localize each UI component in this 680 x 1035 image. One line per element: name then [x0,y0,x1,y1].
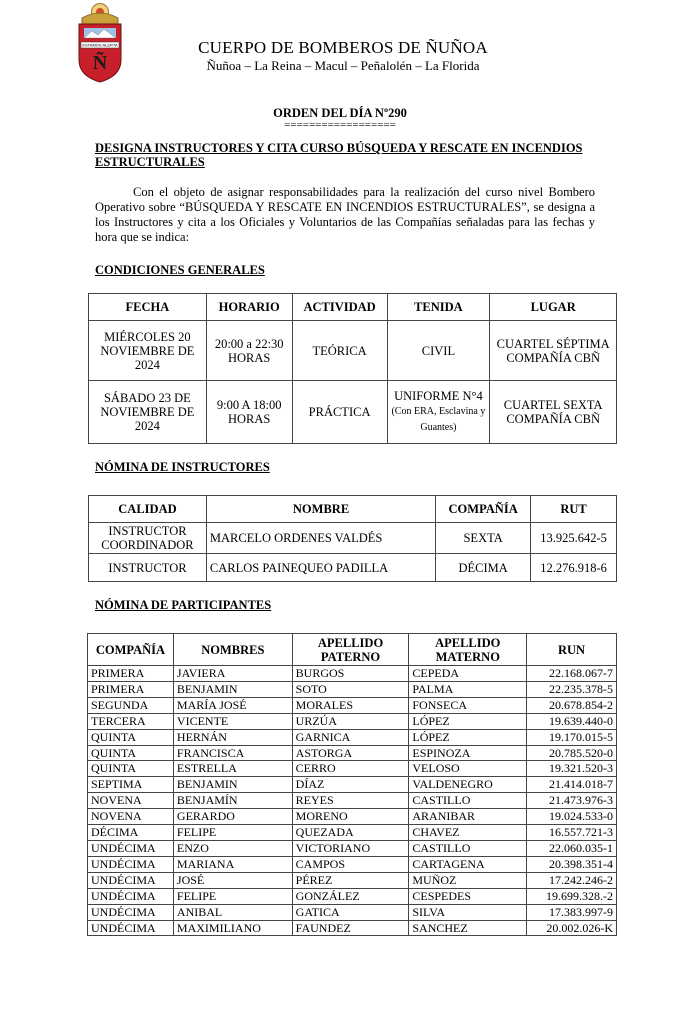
cell-compania: QUINTA [88,729,174,745]
cell-paterno: GONZÁLEZ [292,888,409,904]
cell-materno: CASTILLO [409,793,527,809]
tenida-note: (Con ERA, Esclavina y Guantes) [391,406,486,433]
cell-nombres: MARIANA [173,856,292,872]
cell-paterno: MORALES [292,697,409,713]
col-header-actividad: ACTIVIDAD [292,294,387,321]
cell-materno: CASTILLO [409,840,527,856]
cell-nombres: JAVIERA [173,666,292,682]
cell-calidad: INSTRUCTOR [89,554,207,582]
cell-run: 19.321.520-3 [527,761,617,777]
cell-compania: DÉCIMA [88,825,174,841]
col-header-nombre: NOMBRE [206,496,435,523]
cell-rut: 12.276.918-6 [531,554,617,582]
table-row [88,920,617,936]
cell-nombre: CARLOS PAINEQUEO PADILLA [206,554,435,582]
table-row [88,856,617,872]
cell-nombres: FELIPE [173,825,292,841]
table-row [89,321,617,381]
cell-compania: PRIMERA [88,681,174,697]
cell-materno: VALDENEGRO [409,777,527,793]
fire-brigade-crest-logo [76,2,124,84]
cell-materno: MUÑOZ [409,872,527,888]
cell-nombres: BENJAMIN [173,681,292,697]
cell-nombres: BENJAMÍN [173,793,292,809]
cell-nombres: HERNÁN [173,729,292,745]
table-row [88,809,617,825]
cell-materno: ARANIBAR [409,809,527,825]
cell-nombres: FELIPE [173,888,292,904]
cell-paterno: FAUNDEZ [292,920,409,936]
cell-materno: ESPINOZA [409,745,527,761]
conditions-table [88,293,617,444]
cell-nombres: BENJAMIN [173,777,292,793]
participants-table [87,633,617,936]
col-header-apellido-materno: APELLIDO MATERNO [409,634,527,666]
table-row [88,777,617,793]
intro-paragraph: Con el objeto de asignar responsabilidades para la realización del curso nivel Bombero Operativo sobre “BÚSQUEDA Y RESCATE EN INCENDIOS ESTRUCTURALES”, se designa a los Instructores y cita a los Oficiales y Voluntarios de las Compañías señaladas para las fechas y hora que se indica: [95,185,595,244]
cell-nombres: MAXIMILIANO [173,920,292,936]
cell-nombre: MARCELO ORDENES VALDÉS [206,523,435,554]
col-header-tenida: TENIDA [387,294,490,321]
crest-letter: Ñ [92,52,108,74]
cell-run: 20.678.854-2 [527,697,617,713]
col-header-horario: HORARIO [206,294,292,321]
cell-materno: PALMA [409,681,527,697]
cell-materno: CHAVEZ [409,825,527,841]
col-header-compania: COMPAÑÍA [436,496,531,523]
tenida-text: CIVIL [421,343,456,358]
cell-nombres: ENZO [173,840,292,856]
table-row [88,713,617,729]
col-header-calidad: CALIDAD [89,496,207,523]
cell-compania: UNDÉCIMA [88,920,174,936]
cell-compania: SEGUNDA [88,697,174,713]
col-header-nombres: NOMBRES [173,634,292,666]
cell-compania: NOVENA [88,793,174,809]
cell-run: 17.383.997-9 [527,904,617,920]
cell-compania: UNDÉCIMA [88,840,174,856]
cell-compania: SEXTA [436,523,531,554]
cell-rut: 13.925.642-5 [531,523,617,554]
cell-fecha: MIÉRCOLES 20 NOVIEMBRE DE 2024 [89,321,207,381]
cell-materno: SILVA [409,904,527,920]
cell-materno: SANCHEZ [409,920,527,936]
org-communes: Ñuñoa – La Reina – Macul – Peñalolén – La Florida [206,58,480,73]
cell-run: 22.168.067-7 [527,666,617,682]
cell-paterno: CAMPOS [292,856,409,872]
col-header-lugar: LUGAR [490,294,617,321]
order-subject: DESIGNA INSTRUCTORES Y CITA CURSO BÚSQUEDA Y RESCATE EN INCENDIOS ESTRUCTURALES [95,141,583,169]
cell-actividad: PRÁCTICA [292,381,387,444]
table-row [88,745,617,761]
table-row [88,904,617,920]
cell-run: 20.398.351-4 [527,856,617,872]
tenida-text: UNIFORME N°4 [394,389,483,403]
org-name: CUERPO DE BOMBEROS DE ÑUÑOA [198,38,488,57]
table-row [89,523,617,554]
cell-nombres: VICENTE [173,713,292,729]
cell-calidad: INSTRUCTOR COORDINADOR [89,523,207,554]
cell-compania: PRIMERA [88,666,174,682]
table-row [88,697,617,713]
cell-nombres: FRANCISCA [173,745,292,761]
table-row [88,666,617,682]
cell-paterno: ASTORGA [292,745,409,761]
cell-run: 21.414.018-7 [527,777,617,793]
cell-lugar: CUARTEL SEXTA COMPAÑÍA CBÑ [490,381,617,444]
cell-tenida [387,321,490,381]
col-header-rut: RUT [531,496,617,523]
table-row [89,554,617,582]
cell-run: 19.024.533-0 [527,809,617,825]
cell-nombres: ESTRELLA [173,761,292,777]
cell-materno: LÓPEZ [409,729,527,745]
cell-compania: QUINTA [88,761,174,777]
cell-paterno: GATICA [292,904,409,920]
table-row [88,681,617,697]
instructors-heading: NÓMINA DE INSTRUCTORES [95,460,270,474]
order-title: ORDEN DEL DÍA Nº290 [273,106,407,120]
cell-actividad: TEÓRICA [292,321,387,381]
cell-run: 20.002.026-K [527,920,617,936]
order-title-rule: ================== [284,119,396,131]
cell-paterno: REYES [292,793,409,809]
cell-compania: SEPTIMA [88,777,174,793]
cell-compania: QUINTA [88,745,174,761]
cell-horario: 20:00 a 22:30 HORAS [206,321,292,381]
table-row [88,825,617,841]
table-row [88,840,617,856]
cell-paterno: GARNICA [292,729,409,745]
cell-materno: FONSECA [409,697,527,713]
cell-run: 22.060.035-1 [527,840,617,856]
cell-compania: DÉCIMA [436,554,531,582]
cell-run: 20.785.520-0 [527,745,617,761]
cell-run: 16.557.721-3 [527,825,617,841]
cell-paterno: DÍAZ [292,777,409,793]
col-header-apellido-paterno: APELLIDO PATERNO [292,634,409,666]
cell-paterno: URZÚA [292,713,409,729]
cell-run: 17.242.246-2 [527,872,617,888]
cell-lugar: CUARTEL SÉPTIMA COMPAÑÍA CBÑ [490,321,617,381]
cell-run: 21.473.976-3 [527,793,617,809]
cell-horario: 9:00 A 18:00 HORAS [206,381,292,444]
participants-heading: NÓMINA DE PARTICIPANTES [95,598,272,612]
col-header-fecha: FECHA [89,294,207,321]
conditions-heading: CONDICIONES GENERALES [95,263,265,277]
crest-motto: ESTAMOS ALERTA [82,42,118,48]
cell-paterno: QUEZADA [292,825,409,841]
cell-compania: UNDÉCIMA [88,872,174,888]
col-header-run: RUN [527,634,617,666]
table-row [88,793,617,809]
cell-paterno: MORENO [292,809,409,825]
cell-materno: LÓPEZ [409,713,527,729]
cell-fecha: SÁBADO 23 DE NOVIEMBRE DE 2024 [89,381,207,444]
cell-paterno: PÉREZ [292,872,409,888]
cell-paterno: CERRO [292,761,409,777]
cell-tenida [387,381,490,444]
cell-compania: TERCERA [88,713,174,729]
table-row [89,381,617,444]
cell-run: 22.235.378-5 [527,681,617,697]
instructors-table [88,495,617,582]
cell-nombres: JOSÉ [173,872,292,888]
cell-nombres: ANIBAL [173,904,292,920]
cell-paterno: BURGOS [292,666,409,682]
cell-materno: CEPEDA [409,666,527,682]
cell-compania: UNDÉCIMA [88,904,174,920]
table-row [88,729,617,745]
table-row [88,872,617,888]
cell-run: 19.170.015-5 [527,729,617,745]
cell-compania: UNDÉCIMA [88,888,174,904]
cell-paterno: VICTORIANO [292,840,409,856]
cell-compania: NOVENA [88,809,174,825]
cell-materno: CARTAGENA [409,856,527,872]
table-row [88,888,617,904]
cell-materno: CESPEDES [409,888,527,904]
cell-nombres: GERARDO [173,809,292,825]
cell-run: 19.639.440-0 [527,713,617,729]
col-header-compania: COMPAÑÍA [88,634,174,666]
cell-paterno: SOTO [292,681,409,697]
cell-nombres: MARÍA JOSÉ [173,697,292,713]
table-row [88,761,617,777]
cell-run: 19.699.328.-2 [527,888,617,904]
cell-materno: VELOSO [409,761,527,777]
cell-compania: UNDÉCIMA [88,856,174,872]
